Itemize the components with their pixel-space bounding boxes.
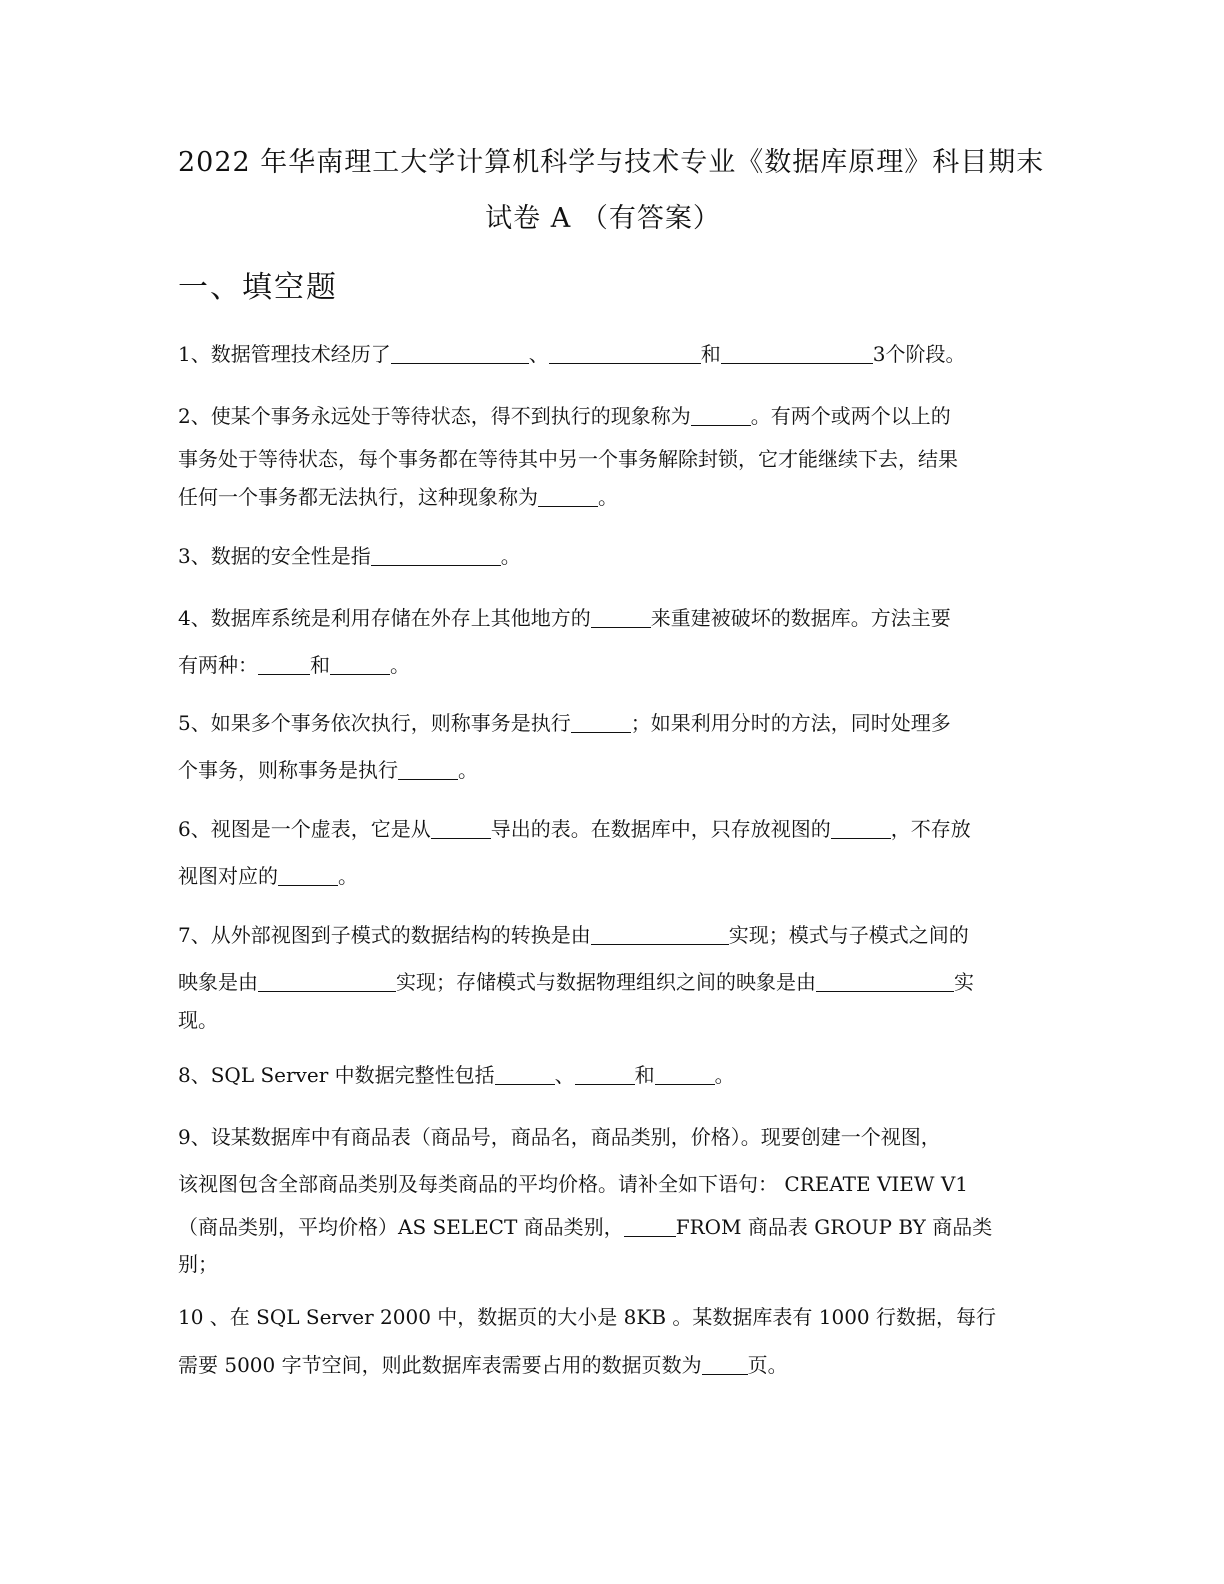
q2-text-d: 任何一个事务都无法执行，这种现象称为 bbox=[178, 485, 538, 509]
q5-blank-1 bbox=[571, 710, 631, 733]
q3-blank-1 bbox=[371, 543, 501, 566]
question-6-line-2 bbox=[178, 859, 1028, 893]
q1-text-c: 和 bbox=[700, 342, 721, 366]
question-6-line-1 bbox=[178, 812, 1028, 846]
question-2-line-2 bbox=[178, 442, 1028, 476]
q2-text-e: 。 bbox=[598, 485, 618, 509]
q6-blank-2 bbox=[831, 816, 891, 839]
question-2-line-3 bbox=[178, 480, 1028, 514]
question-5-line-2 bbox=[178, 753, 1028, 787]
q4-text-e: 。 bbox=[390, 653, 410, 677]
q4-blank-3 bbox=[330, 652, 390, 675]
q2-text-b: 。有两个或两个以上的 bbox=[750, 404, 951, 428]
q1-blank-3 bbox=[721, 341, 873, 364]
q6-text-a: 6、视图是一个虚表，它是从 bbox=[178, 817, 431, 841]
q4-blank-2 bbox=[258, 652, 310, 675]
q2-text-a: 2、使某个事务永远处于等待状态，得不到执行的现象称为 bbox=[178, 404, 691, 428]
q7-blank-3 bbox=[816, 969, 954, 992]
question-4-line-1 bbox=[178, 601, 1028, 635]
q4-text-c: 有两种： bbox=[178, 653, 258, 677]
q3-text-a: 3、数据的安全性是指 bbox=[178, 544, 371, 568]
q10-blank-1 bbox=[702, 1352, 748, 1375]
q1-text-b: 、 bbox=[528, 342, 549, 366]
q8-blank-2 bbox=[575, 1062, 635, 1085]
q6-text-b: 导出的表。在数据库中，只存放视图的 bbox=[490, 817, 831, 841]
section-heading: 一、填空题 bbox=[178, 270, 338, 305]
q5-blank-2 bbox=[398, 757, 458, 780]
q9-text-d: FROM 商品表 GROUP BY 商品类 bbox=[675, 1215, 993, 1239]
question-5-line-1 bbox=[178, 706, 1028, 740]
q1-blank-1 bbox=[391, 341, 529, 364]
q7-text-e: 实 bbox=[954, 970, 974, 994]
question-3 bbox=[178, 539, 1028, 573]
question-10-line-2 bbox=[178, 1348, 1028, 1382]
q9-text-b: 该视图包含全部商品类别及每类商品的平均价格。请补全如下语句： CREATE VIEW V1 bbox=[178, 1172, 968, 1196]
q8-text-b: 、 bbox=[554, 1063, 575, 1087]
question-9-line-4 bbox=[178, 1247, 1028, 1281]
q4-blank-1 bbox=[591, 605, 651, 628]
q8-blank-1 bbox=[495, 1062, 555, 1085]
q10-text-c: 页。 bbox=[747, 1353, 788, 1377]
q1-text-a: 1、数据管理技术经历了 bbox=[178, 342, 391, 366]
question-9-line-1 bbox=[178, 1120, 1028, 1154]
q6-blank-3 bbox=[278, 863, 338, 886]
q2-blank-2 bbox=[538, 484, 598, 507]
q9-blank-1 bbox=[624, 1214, 676, 1237]
q2-text-c: 事务处于等待状态，每个事务都在等待其中另一个事务解除封锁，它才能继续下去，结果 bbox=[178, 447, 958, 471]
q9-text-c: （商品类别，平均价格）AS SELECT 商品类别， bbox=[178, 1215, 624, 1239]
question-7-line-3 bbox=[178, 1003, 1028, 1037]
q5-text-b: ；如果利用分时的方法，同时处理多 bbox=[630, 711, 951, 735]
q6-text-e: 。 bbox=[338, 864, 358, 888]
q7-text-a: 7、从外部视图到子模式的数据结构的转换是由 bbox=[178, 923, 591, 947]
q7-blank-2 bbox=[258, 969, 396, 992]
q9-text-e: 别； bbox=[178, 1252, 218, 1276]
q9-text-a: 9、设某数据库中有商品表（商品号，商品名，商品类别，价格）。现要创建一个视图， bbox=[178, 1125, 941, 1149]
q7-text-f: 现。 bbox=[178, 1008, 218, 1032]
q1-blank-2 bbox=[549, 341, 701, 364]
question-1 bbox=[178, 337, 1028, 371]
question-8 bbox=[178, 1058, 1028, 1092]
q4-text-d: 和 bbox=[310, 653, 330, 677]
question-7-line-2 bbox=[178, 965, 1028, 999]
question-7-line-1 bbox=[178, 918, 1028, 952]
question-9-line-3 bbox=[178, 1210, 1028, 1244]
q3-text-b: 。 bbox=[500, 544, 521, 568]
q6-text-d: 视图对应的 bbox=[178, 864, 278, 888]
q7-text-d: 实现；存储模式与数据物理组织之间的映象是由 bbox=[396, 970, 816, 994]
q7-text-c: 映象是由 bbox=[178, 970, 258, 994]
q10-text-b: 需要 5000 字节空间，则此数据库表需要占用的数据页数为 bbox=[178, 1353, 702, 1377]
q7-blank-1 bbox=[591, 922, 729, 945]
q10-text-a: 10 、在 SQL Server 2000 中，数据页的大小是 8KB 。某数据库表有 1000 行数据，每行 bbox=[178, 1305, 996, 1329]
document-title-line1: 2022 年华南理工大学计算机科学与技术专业《数据库原理》科目期末 bbox=[178, 147, 1045, 178]
q1-text-d: 3个阶段。 bbox=[872, 342, 966, 366]
q4-text-b: 来重建被破坏的数据库。方法主要 bbox=[650, 606, 951, 630]
question-2-line-1 bbox=[178, 399, 1028, 433]
q5-text-d: 。 bbox=[458, 758, 478, 782]
q8-text-a: 8、SQL Server 中数据完整性包括 bbox=[178, 1063, 495, 1087]
q6-text-c: ，不存放 bbox=[890, 817, 971, 841]
q6-blank-1 bbox=[431, 816, 491, 839]
q5-text-c: 个事务，则称事务是执行 bbox=[178, 758, 398, 782]
question-9-line-2 bbox=[178, 1167, 1028, 1201]
q2-blank-1 bbox=[691, 403, 751, 426]
document-title-line2: 试卷 A （有答案） bbox=[485, 203, 721, 234]
q8-text-d: 。 bbox=[714, 1063, 735, 1087]
q4-text-a: 4、数据库系统是利用存储在外存上其他地方的 bbox=[178, 606, 591, 630]
q7-text-b: 实现；模式与子模式之间的 bbox=[728, 923, 969, 947]
q8-text-c: 和 bbox=[634, 1063, 655, 1087]
q5-text-a: 5、如果多个事务依次执行，则称事务是执行 bbox=[178, 711, 571, 735]
q8-blank-3 bbox=[655, 1062, 715, 1085]
question-4-line-2 bbox=[178, 648, 1028, 682]
question-10-line-1 bbox=[178, 1300, 1028, 1334]
